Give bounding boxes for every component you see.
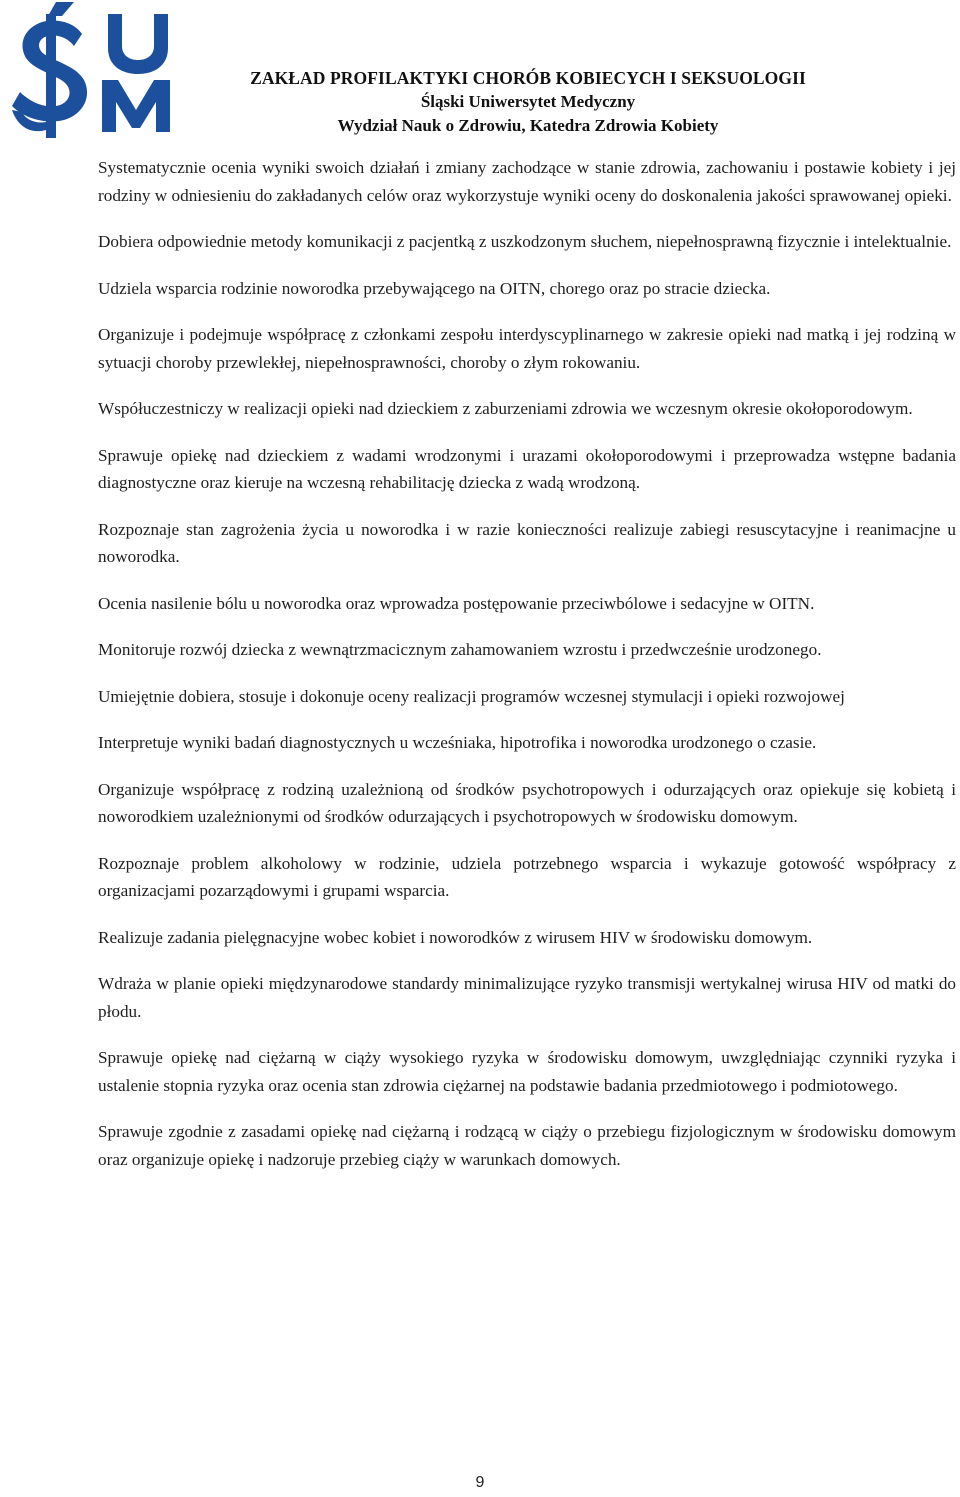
paragraph: Sprawuje opiekę nad ciężarną w ciąży wysokiego ryzyka w środowisku domowym, uwzględniając czynniki ryzyka i ustalenie stopnia ryzyka oraz ocenia stan zdrowia ciężarnej na podstawie badania przedmiotowego i podmiotowego. <box>98 1048 956 1095</box>
paragraph: Organizuje współpracę z rodziną uzależnioną od środków psychotropowych i odurzających oraz opiekuje się kobietą i noworodkiem uzależnionymi od środków odurzających i psychotropowych w środowisku domowym. <box>98 779 956 826</box>
paragraph: Rozpoznaje stan zagrożenia życia u noworodka i w razie konieczności realizuje zabiegi resuscytacyjne i reanimacjne u noworodka. <box>98 519 956 566</box>
paragraph: Umiejętnie dobiera, stosuje i dokonuje oceny realizacji programów wczesnej stymulacji i opieki rozwojowej <box>98 686 845 706</box>
paragraph: Monitoruje rozwój dziecka z wewnątrzmacicznym zahamowaniem wzrostu i przedwcześnie urodzonego. <box>98 640 822 659</box>
paragraph: Realizuje zadania pielęgnacyjne wobec kobiet i noworodków z wirusem HIV w środowisku domowym. <box>98 927 813 947</box>
paragraph: Ocenia nasilenie bólu u noworodka oraz wprowadza postępowanie przeciwbólowe i sedacyjne w OITN. <box>98 593 815 613</box>
university-logo <box>4 0 194 140</box>
department-name: ZAKŁAD PROFILAKTYKI CHORÓB KOBIECYCH I SEKSUOLOGII <box>250 68 806 88</box>
page-number: 9 <box>475 1474 485 1491</box>
paragraph: Sprawuje opiekę nad dzieckiem z wadami wrodzonymi i urazami okołoporodowymi i przeprowadza wstępne badania diagnostyczne oraz kieruje na wczesną rehabilitację dziecka z wadą wrodzoną. <box>98 445 956 492</box>
document-header <box>200 66 856 138</box>
faculty-name: Wydział Nauk o Zdrowiu, Katedra Zdrowia Kobiety <box>337 116 719 135</box>
paragraph: Wdraża w planie opieki międzynarodowe standardy minimalizujące ryzyko transmisji wertykalnej wirusa HIV od matki do płodu. <box>98 974 956 1021</box>
paragraph: Współuczestniczy w realizacji opieki nad dzieckiem z zaburzeniami zdrowia we wczesnym okresie okołoporodowym. <box>98 399 913 418</box>
university-name: Śląski Uniwersytet Medyczny <box>420 92 636 111</box>
paragraph: Sprawuje zgodnie z zasadami opiekę nad ciężarną i rodzącą w ciąży o przebiegu fizjologicznym w środowisku domowym oraz organizuje opiekę i nadzoruje przebieg ciąży w warunkach domowych. <box>98 1122 956 1169</box>
paragraph: Systematycznie ocenia wyniki swoich działań i zmiany zachodzące w stanie zdrowia, zachowaniu i postawie kobiety i jej rodziny w odniesieniu do zakładanych celów oraz wykorzystuje wyniki oceny do doskonalenia jakości sprawowanej opieki. <box>98 158 956 205</box>
document-body <box>98 154 956 1173</box>
paragraph: Organizuje i podejmuje współpracę z członkami zespołu interdyscyplinarnego w zakresie opieki nad matką i jej rodziną w sytuacji choroby przewlekłej, niepełnosprawności, choroby o złym rokowaniu. <box>98 325 956 372</box>
paragraph: Udziela wsparcia rodzinie noworodka przebywającego na OITN, chorego oraz po stracie dziecka. <box>98 278 771 298</box>
paragraph: Interpretuje wyniki badań diagnostycznych u wcześniaka, hipotrofika i noworodka urodzonego o czasie. <box>98 733 817 752</box>
paragraph: Dobiera odpowiednie metody komunikacji z pacjentką z uszkodzonym słuchem, niepełnosprawną fizycznie i intelektualnie. <box>98 232 952 251</box>
paragraph: Rozpoznaje problem alkoholowy w rodzinie, udziela potrzebnego wsparcia i wykazuje gotowość współpracy z organizacjami pozarządowymi i grupami wsparcia. <box>98 853 956 900</box>
